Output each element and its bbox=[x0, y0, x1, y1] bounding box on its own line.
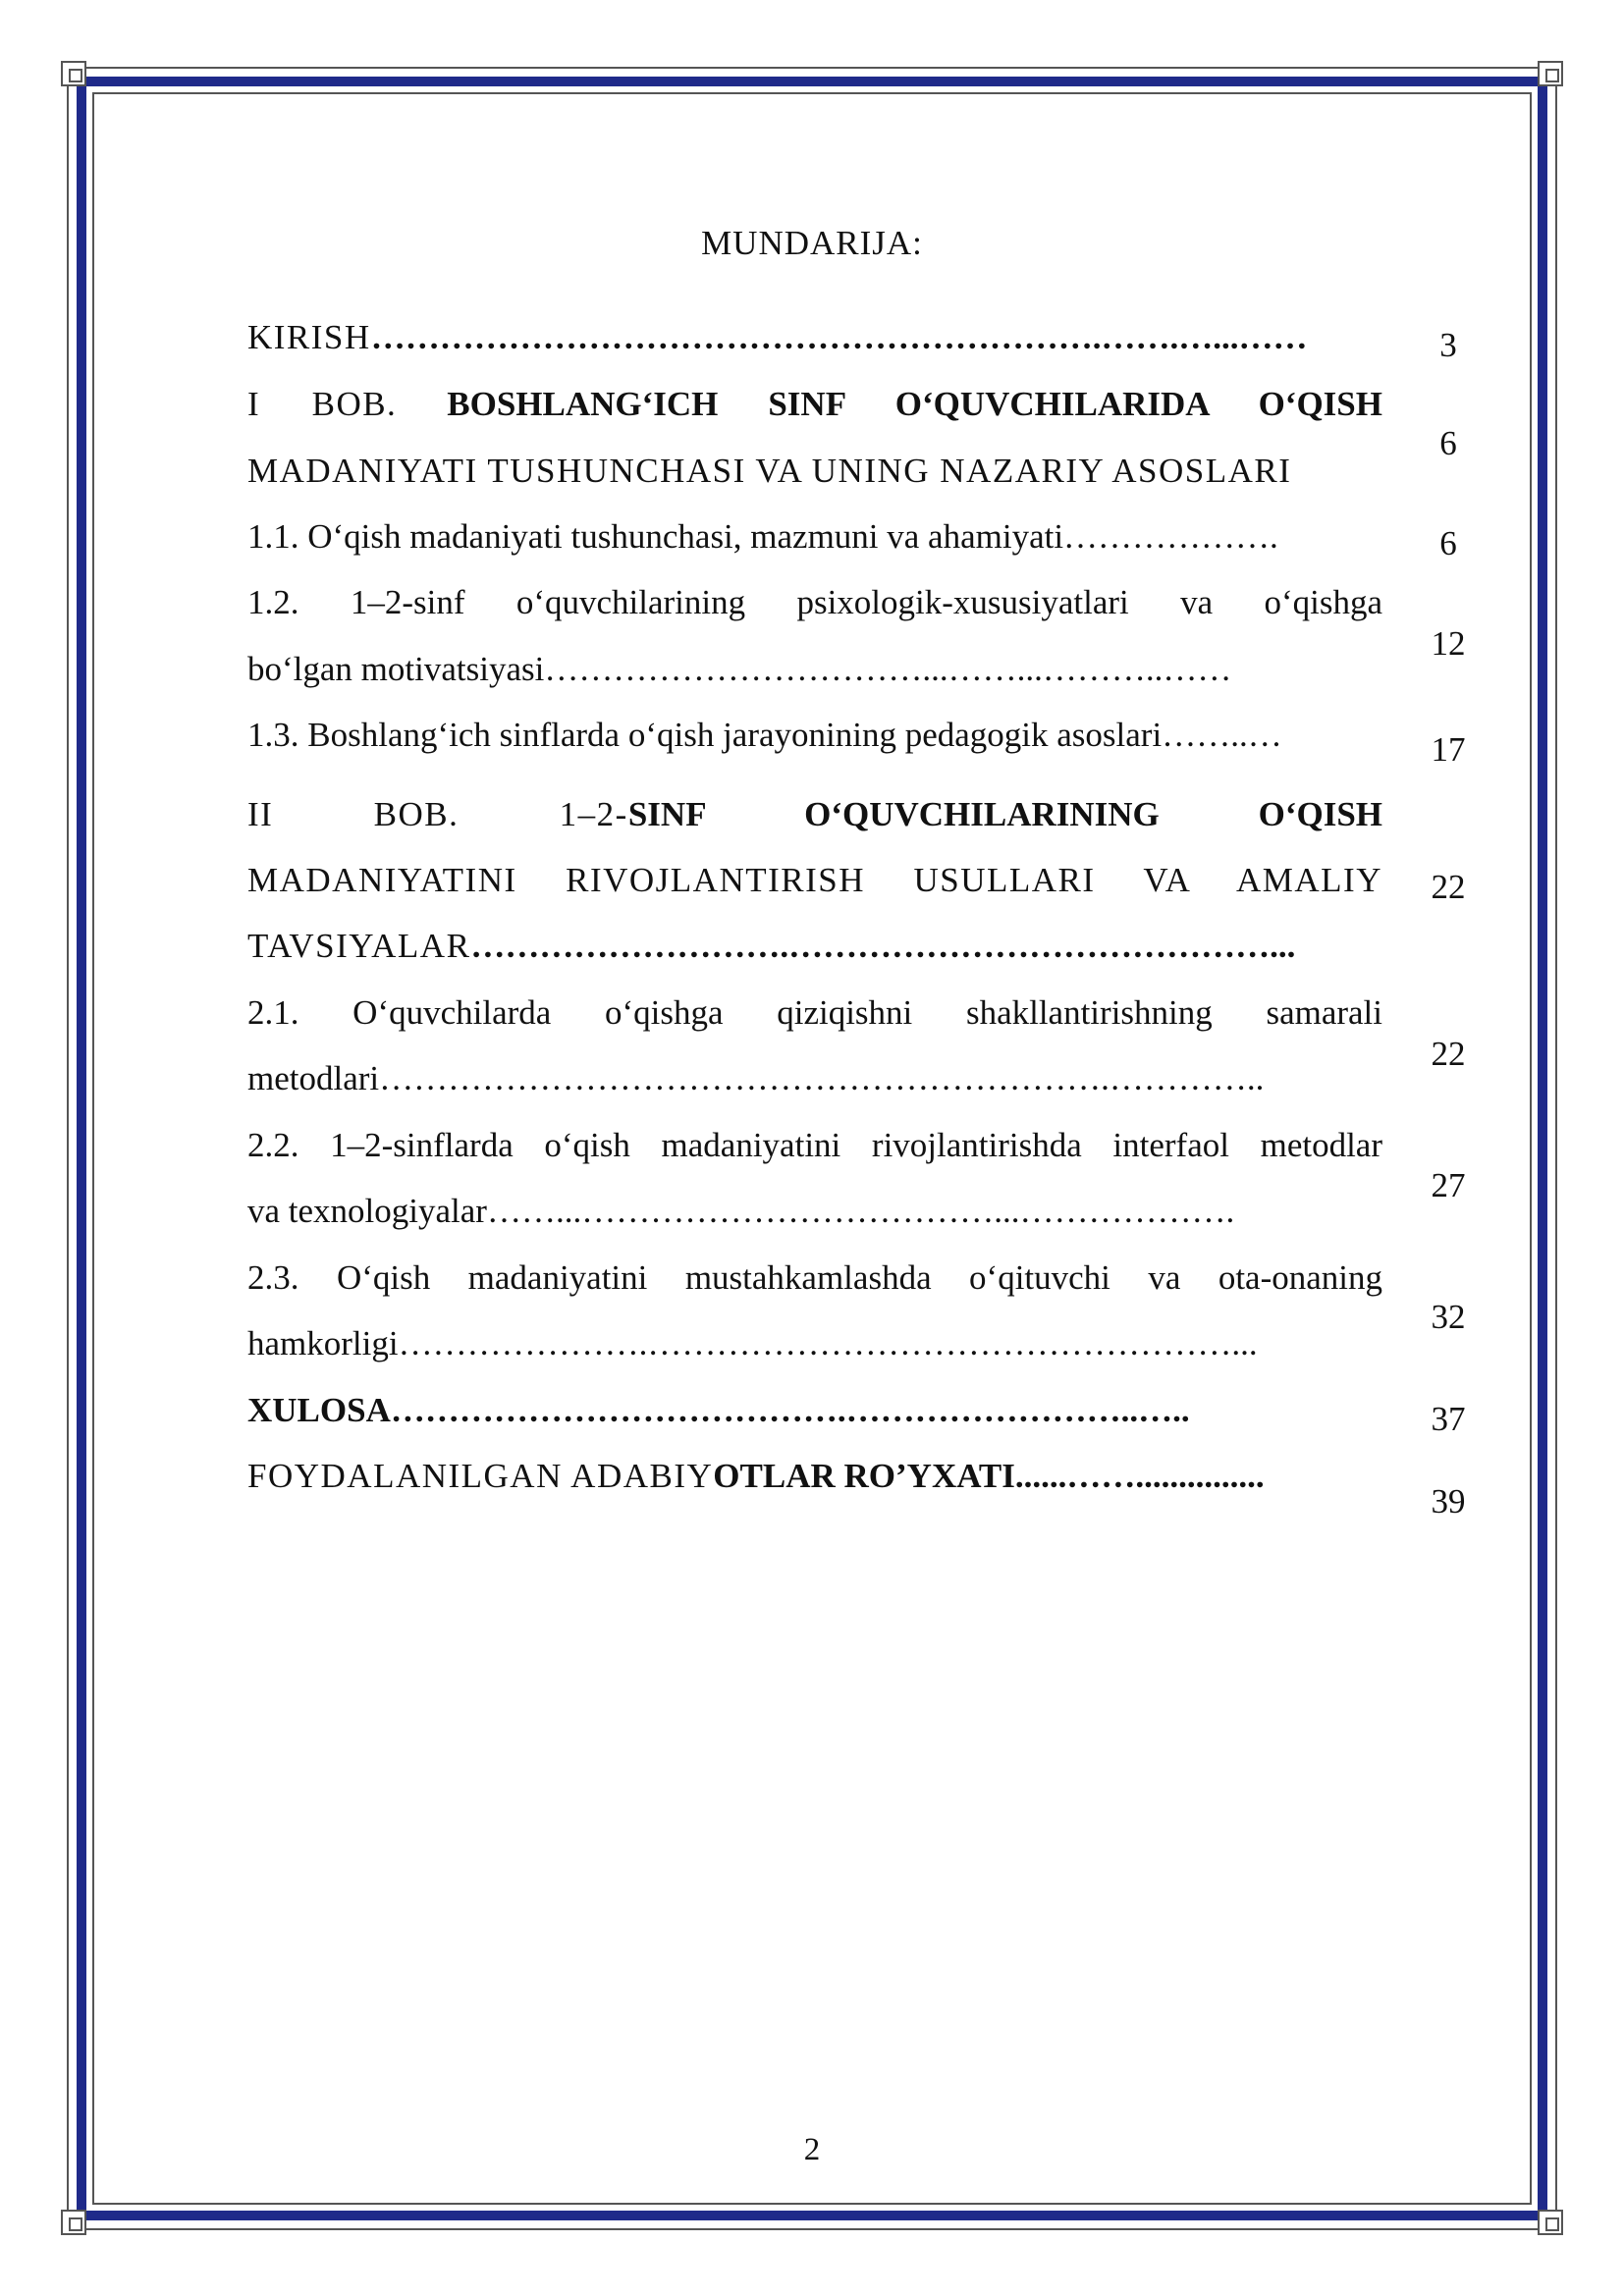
toc-entry-section-2-1[interactable]: 2.1. O‘quvchilarda o‘qishga qiziqishni shakllantirishning samarali bbox=[247, 993, 1382, 1032]
toc-entry-section-2-2-cont: va texnologiyalar……...………………………………...………………. bbox=[247, 1192, 1235, 1230]
toc-leader-dots: ......……............... bbox=[1014, 1457, 1265, 1495]
toc-page-number: 6 bbox=[1439, 424, 1457, 462]
chapter-title: BOSHLANG‘ICH SINF O‘QUVCHILARIDA O‘QISH bbox=[447, 385, 1382, 423]
toc-entry-section-2-3[interactable]: 2.3. O‘qish madaniyatini mustahkamlashda o‘qituvchi va ota-onaning bbox=[247, 1258, 1382, 1297]
toc-leader-dots: ……………………………………………………….…….…...…… bbox=[370, 318, 1308, 356]
toc-entry-chapter-1[interactable] bbox=[247, 383, 1382, 426]
toc-entry-chapter-2-cont: MADANIYATINI RIVOJLANTIRISH USULLARI VA AMALIY bbox=[247, 861, 1382, 899]
toc-page-number: 37 bbox=[1431, 1400, 1466, 1438]
toc-page-number: 22 bbox=[1431, 1035, 1466, 1073]
toc-title: MUNDARIJA: bbox=[701, 224, 923, 262]
toc-entry-section-1-2-cont: bo‘lgan motivatsiyasi……………………………...……...………..…… bbox=[247, 650, 1232, 688]
chapter-title-end: TAVSIYALAR bbox=[247, 927, 471, 965]
border-corner-ornament bbox=[1538, 2210, 1563, 2235]
toc-page-number: 6 bbox=[1439, 524, 1457, 562]
toc-page-number: 3 bbox=[1439, 326, 1457, 364]
toc-page-number: 17 bbox=[1431, 730, 1466, 769]
toc-leader-dots: ………………………………….……………………..….. bbox=[390, 1391, 1190, 1429]
border-corner-ornament bbox=[1538, 61, 1563, 86]
toc-entry-label-bold: OTLAR RO’YXATI bbox=[713, 1457, 1015, 1495]
chapter-title: SINF O‘QUVCHILARINING O‘QISH bbox=[627, 795, 1382, 833]
toc-entry-label: KIRISH bbox=[247, 318, 371, 356]
toc-entry-label: XULOSA bbox=[247, 1391, 391, 1429]
toc-entry-chapter-2[interactable] bbox=[247, 793, 1382, 836]
chapter-prefix: I BOB. bbox=[247, 385, 398, 423]
toc-entry-section-1-2[interactable]: 1.2. 1–2-sinf o‘quvchilarining psixologik-xususiyatlari va o‘qishga bbox=[247, 583, 1382, 621]
border-corner-ornament bbox=[61, 61, 86, 86]
toc-entry-xulosa[interactable] bbox=[247, 1389, 1382, 1432]
border-corner-ornament bbox=[61, 2210, 86, 2235]
toc-page-number: 39 bbox=[1431, 1482, 1466, 1521]
toc-entry-chapter-1-cont: MADANIYATI TUSHUNCHASI VA UNING NAZARIY ASOSLARI bbox=[247, 452, 1292, 490]
toc-entry-section-2-2[interactable]: 2.2. 1–2-sinflarda o‘qish madaniyatini rivojlantirishda interfaol metodlar bbox=[247, 1126, 1382, 1164]
toc-entry-label: FOYDALANILGAN ADABIY bbox=[247, 1457, 714, 1495]
toc-entry-section-1-3[interactable]: 1.3. Boshlang‘ich sinflarda o‘qish jarayonining pedagogik asoslari……..… bbox=[247, 716, 1282, 754]
toc-entry-kirish[interactable] bbox=[247, 316, 1382, 359]
toc-page-number: 32 bbox=[1431, 1298, 1466, 1336]
toc-entry-chapter-2-cont2 bbox=[247, 925, 1382, 968]
toc-page-number: 27 bbox=[1431, 1166, 1466, 1204]
toc-entry-section-1-1[interactable]: 1.1. O‘qish madaniyati tushunchasi, mazmuni va ahamiyati………………. bbox=[247, 517, 1278, 556]
toc-entry-references[interactable] bbox=[247, 1455, 1382, 1498]
toc-entry-section-2-3-cont: hamkorligi………………….……………………………………………... bbox=[247, 1324, 1258, 1362]
toc-leader-dots: ……………………….……………………………………... bbox=[470, 927, 1296, 965]
chapter-prefix: II BOB. 1–2- bbox=[247, 795, 628, 833]
toc-entry-section-2-1-cont: metodlari……………………………………………………….………….. bbox=[247, 1059, 1265, 1097]
page-number: 2 bbox=[803, 2132, 821, 2167]
toc-page-number: 22 bbox=[1431, 868, 1466, 906]
toc-page-number: 12 bbox=[1431, 624, 1466, 663]
